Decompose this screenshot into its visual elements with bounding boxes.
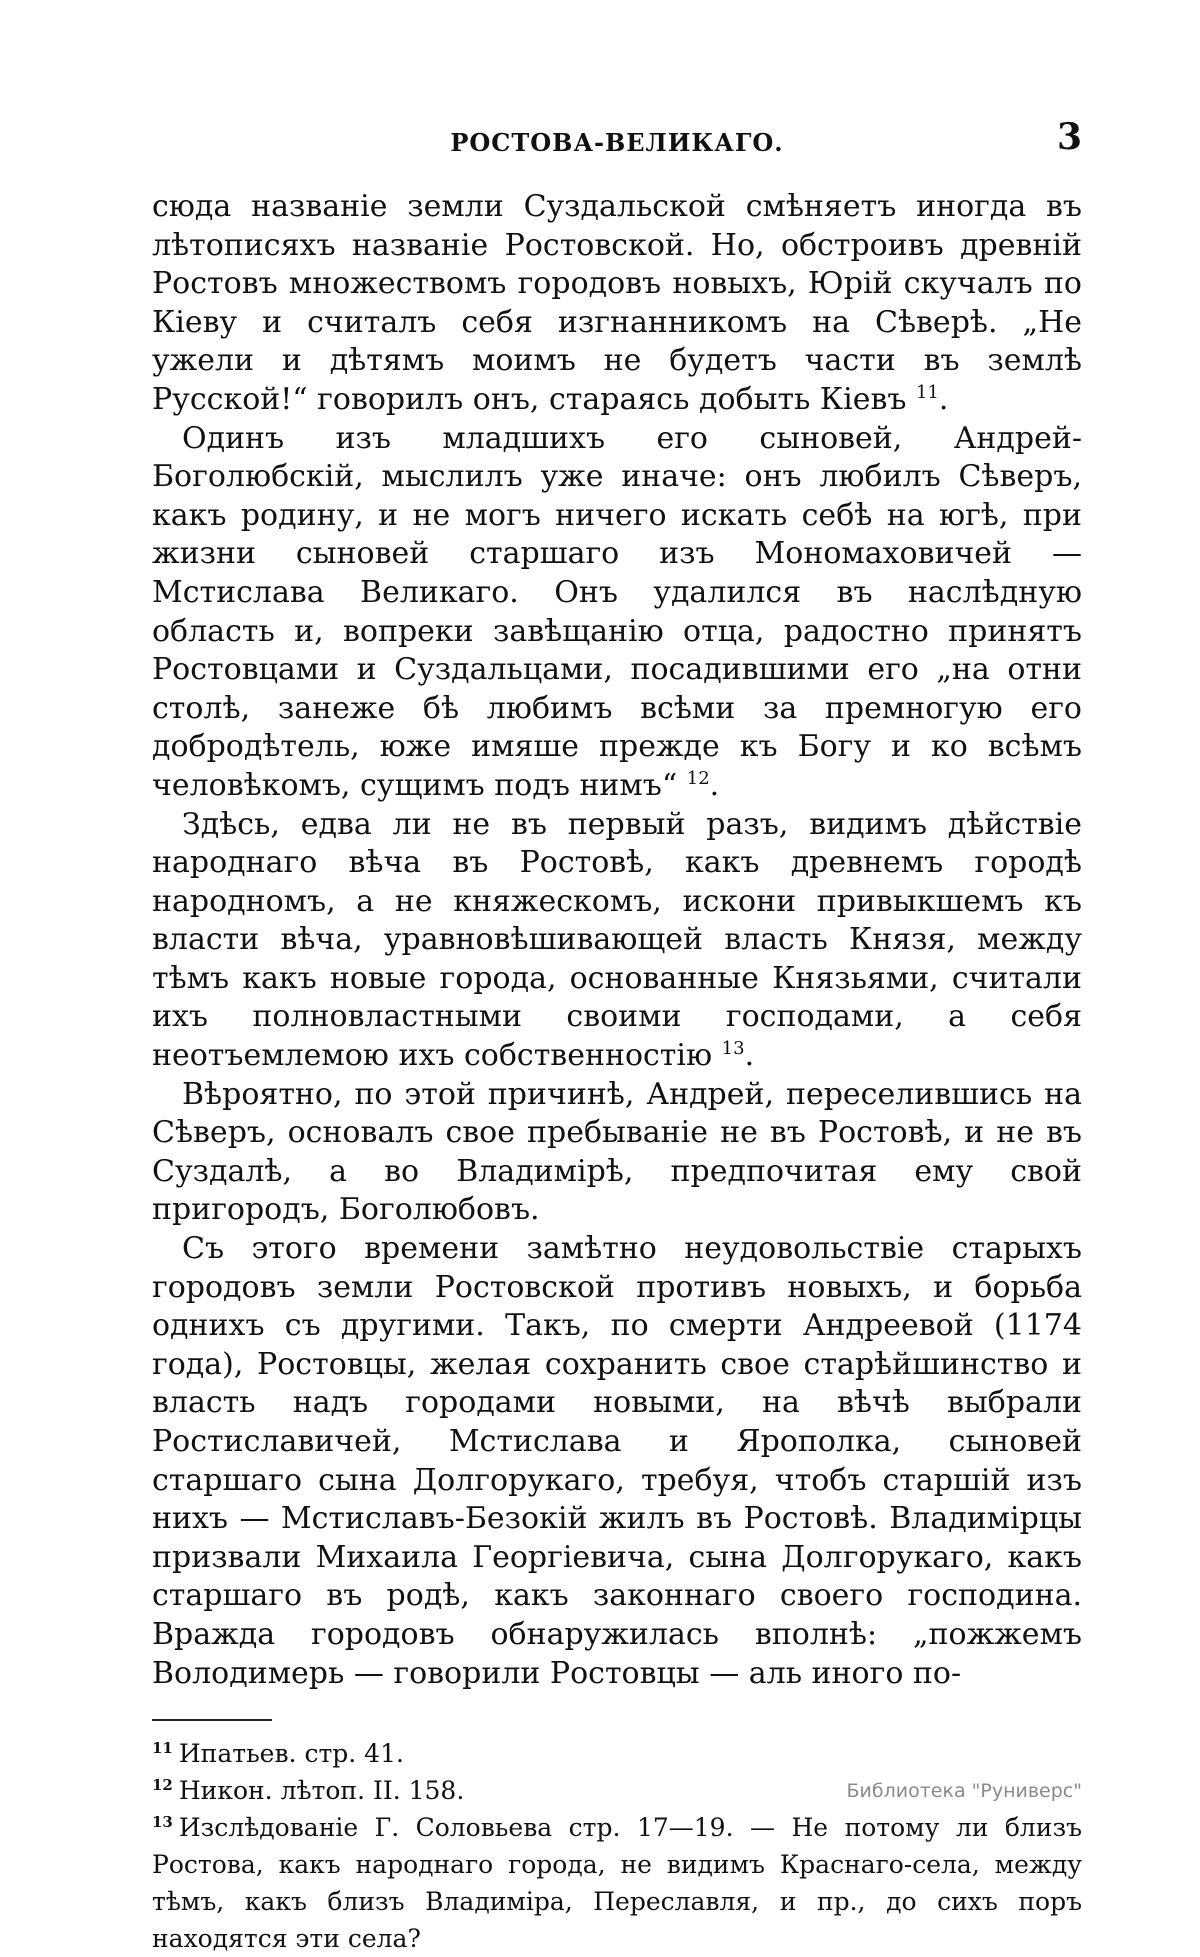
paragraph-end: . (709, 767, 720, 803)
page-number: 3 (1056, 116, 1082, 158)
paragraph-text: Одинъ изъ младшихъ его сыновей, Андрей-Боголюбскій, мыслилъ уже иначе: онъ любилъ Сѣверъ, какъ родину, и не могъ ничего искать себѣ на югѣ, при жизни сыновей старшаго изъ Мономаховичей — Мстислава Великаго. Онъ удалился въ наслѣдную область и, вопреки завѣщанію отца, радостно принятъ Ростовцами и Суздальцами, посадившими его „на отни столѣ, занеже бѣ любимъ всѣми за премногую его добродѣтель, юже имяше прежде къ Богу и ко всѣмъ человѣкомъ, сущимъ подъ нимъ“ (152, 420, 1082, 803)
paragraph-3 (152, 806, 1082, 1076)
footnotes (152, 1735, 1082, 1957)
paragraph-end: . (938, 381, 949, 417)
footnote-mark: 13 (152, 1812, 173, 1831)
footnote-ref[interactable]: 13 (721, 1038, 745, 1060)
paragraph-text: Съ этого времени замѣтно неудовольствіе старыхъ городовъ земли Ростовской противъ новыхъ, и борьба однихъ съ другими. Такъ, по смерти Андреевой (1174 года), Ростовцы, желая сохранить свое старѣйшинство и власть надъ городами новыми, на вѣчѣ выбрали Ростиславичей, Мстислава и Ярополка, сыновей старшаго сына Долгорукаго, требуя, чтобъ старшій изъ нихъ — Мстиславъ-Безокій жилъ въ Ростовѣ. Владимірцы призвали Михаила Георгіевича, сына Долгорукаго, какъ старшаго въ родѣ, какъ законнаго своего господина. Вражда городовъ обнаружилась вполнѣ: „пожжемъ Володимерь — говорили Ростовцы — аль иного по- (152, 1231, 1082, 1691)
footnote-text: Никон. лѣтоп. II. 158. (178, 1776, 465, 1806)
library-watermark: Библиотека "Руниверс" (846, 1780, 1082, 1802)
footnote-divider (152, 1719, 272, 1721)
footnote-text: Изслѣдованіе Г. Соловьева стр. 17—19. — Не потому ли близъ Ростова, какъ народнаго города, не видимъ Краснаго-села, между тѣмъ, какъ близъ Владиміра, Переславля, и пр., до сихъ поръ находятся эти села? (152, 1813, 1082, 1954)
footnote-mark: 11 (152, 1738, 173, 1757)
main-text (152, 188, 1082, 1693)
footnote-text: Ипатьев. стр. 41. (178, 1739, 404, 1769)
paragraph-4 (152, 1076, 1082, 1230)
paragraph-5 (152, 1230, 1082, 1693)
footnote-13 (152, 1809, 1082, 1957)
paragraph-text: Вѣроятно, по этой причинѣ, Андрей, переселившись на Сѣверъ, основалъ свое пребываніе не въ Ростовѣ, и не въ Суздалѣ, а во Владимірѣ, предпочитая ему свой пригородъ, Боголюбовъ. (152, 1076, 1082, 1228)
footnote-mark: 12 (152, 1775, 173, 1794)
running-head (152, 110, 1082, 170)
footnote-ref[interactable]: 11 (916, 381, 939, 403)
paragraph-end: . (744, 1038, 755, 1074)
footnote-11 (152, 1735, 1082, 1772)
footnote-ref[interactable]: 12 (686, 767, 710, 789)
paragraph-1 (152, 188, 1082, 420)
paragraph-2 (152, 420, 1082, 806)
paragraph-text: Здѣсь, едва ли не въ первый разъ, видимъ дѣйствіе народнаго вѣча въ Ростовѣ, какъ древнемъ городѣ народномъ, а не княжескомъ, искони привыкшемъ къ власти вѣча, уравновѣшивающей власть Князя, между тѣмъ какъ новые города, основанные Князьями, считали ихъ полновластными своими господами, а себя неотъемлемою ихъ собственностію (152, 806, 1082, 1074)
paragraph-text: сюда названіе земли Суздальской смѣняетъ иногда въ лѣтописяхъ названіе Ростовской. Но, обстроивъ древній Ростовъ множествомъ городовъ новыхъ, Юрій скучалъ по Кіеву и считалъ себя изгнанникомъ на Сѣверѣ. „Не ужели и дѣтямъ моимъ не будетъ части въ землѣ Русской!“ говорилъ онъ, стараясь добыть Кіевъ (152, 189, 1082, 417)
running-title: РОСТОВА-ВЕЛИКАГО. (450, 128, 784, 157)
